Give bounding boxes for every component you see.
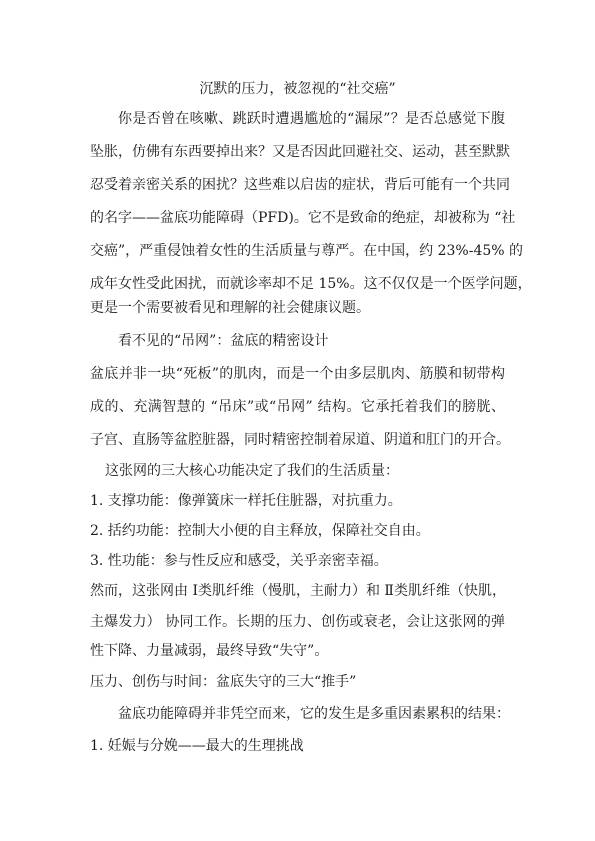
fiber-line-1: 然而，这张网由 Ⅰ类肌纤维（慢肌，主耐力）和 Ⅱ类肌纤维（快肌，: [90, 583, 506, 599]
intro-line-1: 你是否曾在咳嗽、跳跃时遭遇尴尬的“漏尿”？是否总感觉下腹: [118, 111, 505, 127]
intro-line-4: 的名字——盆底功能障碍（PFD)。它不是致命的绝症，却被称为 “社: [90, 210, 516, 226]
section2-intro: 盆底功能障碍并非凭空而来，它的发生是多重因素累积的结果：: [118, 706, 510, 722]
function-item-sexual: 3. 性功能：参与性反应和感受，关乎亲密幸福。: [90, 553, 388, 569]
function-item-sphincter: 2. 括约功能：控制大小便的自主释放，保障社交自由。: [90, 523, 430, 539]
intro-line-5: 交癌”，严重侵蚀着女性的生活质量与尊严。在中国，约 23%-45% 的: [90, 243, 524, 259]
section1-line-3: 子宫、直肠等盆腔脏器，同时精密控制着尿道、阴道和肛门的开合。: [90, 432, 510, 448]
section-heading-pelvic-design: 看不见的“吊网”：盆底的精密设计: [118, 333, 329, 349]
section1-line-2: 成的、充满智慧的 “吊床”或“吊网” 结构。它承托着我们的膀胱、: [90, 399, 505, 415]
fiber-line-3: 性下降、力量减弱，最终导致“失守”。: [90, 643, 329, 659]
article-title: 沉默的压力，被忽视的“社交癌”: [199, 81, 396, 97]
intro-line-6: 成年女性受此困扰，而就诊率却不足 15%。这不仅仅是一个医学问题，: [90, 276, 532, 292]
intro-line-2: 坠胀，仿佛有东西要掉出来？又是否因此回避社交、运动，甚至默默: [90, 144, 510, 160]
intro-line-3: 忍受着亲密关系的困扰？这些难以启齿的症状，背后可能有一个共同: [90, 177, 510, 193]
function-item-support: 1. 支撑功能：像弹簧床一样托住脏器，对抗重力。: [90, 493, 402, 509]
section2-item-pregnancy: 1. 妊娠与分娩——最大的生理挑战: [90, 738, 304, 754]
fiber-line-2: 主爆发力） 协同工作。长期的压力、创伤或衰老，会让这张网的弹: [90, 614, 505, 630]
section-heading-three-factors: 压力、创伤与时间：盆底失守的三大“推手”: [90, 674, 357, 690]
intro-line-7: 更是一个需要被看见和理解的社会健康议题。: [90, 300, 370, 316]
functions-intro: 这张网的三大核心功能决定了我们的生活质量：: [105, 463, 399, 479]
section1-line-1: 盆底并非一块“死板”的肌肉，而是一个由多层肌肉、筋膜和韧带构: [90, 366, 505, 382]
